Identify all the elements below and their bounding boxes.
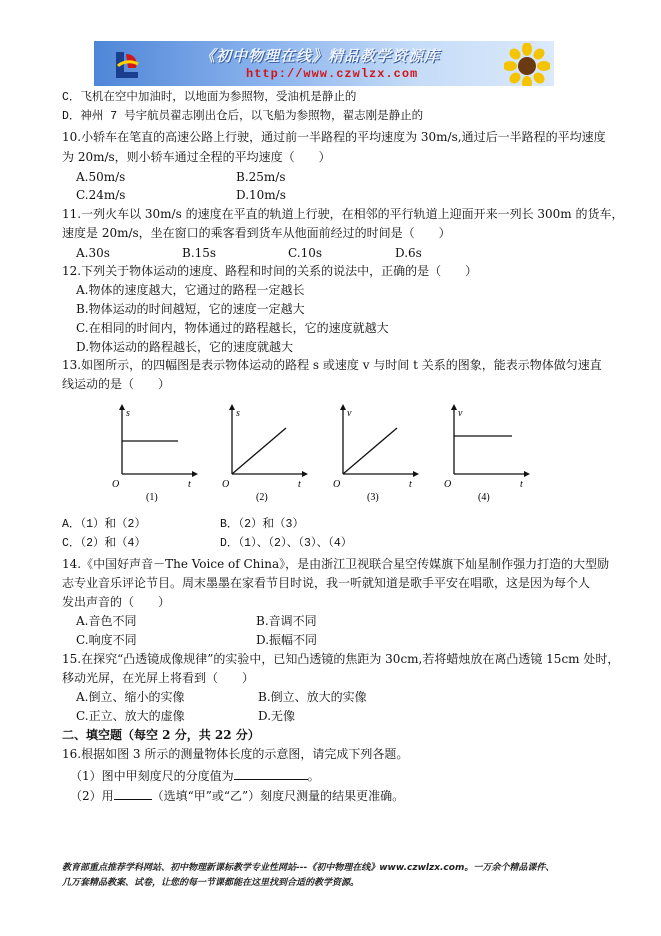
q13-graph-2-svg	[218, 404, 308, 504]
q14-option-c: C.响度不同	[76, 633, 137, 647]
q14-stem-line3: 发出声音的（ ）	[62, 595, 171, 609]
q15-option-b: B.倒立、放大的实像	[258, 690, 367, 704]
graph-caption: (2)	[256, 492, 268, 503]
y-axis-arrow	[451, 404, 457, 410]
logo-icon	[112, 48, 142, 80]
q16-part2	[70, 787, 404, 803]
q16-stem: 16.根据如图 3 所示的测量物体长度的示意图，请完成下列各题。	[62, 747, 409, 761]
q9-option-c: C．飞机在空中加油时，以地面为参照物，受油机是静止的	[62, 91, 357, 104]
q14-option-d: D.振幅不同	[256, 633, 318, 647]
q12-option-a: A.物体的速度越大，它通过的路程一定越长	[76, 283, 305, 297]
q13-stem-line2: 线运动的是（ ）	[62, 377, 171, 391]
y-axis-arrow	[229, 404, 235, 410]
q13-option-c: C．（2）和（4）	[62, 537, 146, 550]
graph-line	[343, 428, 397, 474]
q14-option-a: A.音色不同	[76, 614, 137, 628]
q15-option-c: C.正立、放大的虚像	[76, 709, 185, 723]
q10-option-c: C.24m/s	[76, 188, 126, 202]
q16-part2-answer-blank[interactable]	[114, 787, 152, 800]
origin-label: O	[222, 479, 230, 490]
banner-title: 《初中物理在线》精品教学资源库	[200, 47, 441, 65]
q13-graph-1-svg	[108, 404, 198, 504]
section-heading-fill-in: 二、填空题（每空 2 分，共 22 分）	[62, 728, 260, 742]
q10-option-b: B.25m/s	[236, 170, 286, 184]
origin-label: O	[444, 479, 452, 490]
q13-option-a: A．（1）和（2）	[62, 518, 146, 531]
q14-stem-line1: 14.《中国好声音－The Voice of China》，是由浙江卫视联合星空传媒旗下灿星制作强力打造的大型励	[62, 557, 610, 571]
q13-graph-3	[329, 404, 419, 504]
header-banner	[94, 41, 554, 86]
x-axis-label: t	[409, 479, 412, 490]
q13-graph-1	[108, 404, 198, 504]
q10-stem-line2: 为 20m/s，则小轿车通过全程的平均速度（ ）	[62, 150, 331, 164]
q10-option-a: A.50m/s	[76, 170, 126, 184]
q13-graph-3-svg	[329, 404, 419, 504]
q13-graph-4-svg	[440, 404, 530, 504]
y-axis-label: v	[347, 408, 352, 419]
q16-part1-suffix: 。	[307, 769, 320, 783]
graph-caption: (3)	[367, 492, 379, 503]
banner-url: http://www.czwlzx.com	[246, 67, 419, 81]
x-axis-arrow	[192, 471, 198, 477]
q16-part1-prefix: （1）图中甲刻度尺的分度值为	[70, 769, 234, 783]
y-axis-label: s	[236, 408, 240, 419]
q12-option-d: D.物体运动的路程越长，它的速度就越大	[76, 340, 294, 354]
x-axis-arrow	[524, 471, 530, 477]
q12-option-c: C.在相同的时间内，物体通过的路程越长，它的速度就越大	[76, 321, 389, 335]
q11-stem-line1: 11.一列火车以 30m/s 的速度在平直的轨道上行驶，在相邻的平行轨道上迎面开来一列长 300m 的货车，	[62, 207, 624, 221]
q11-option-c: C.10s	[288, 246, 322, 260]
x-axis-label: t	[188, 479, 191, 490]
q11-option-d: D.6s	[395, 246, 422, 260]
q14-option-b: B.音调不同	[256, 614, 317, 628]
q10-option-d: D.10m/s	[236, 188, 286, 202]
q14-stem-line2: 志专业音乐评论节目。周末墨墨在家看节目时说，我一听就知道是歌手平安在唱歌，这是因为每个人	[62, 576, 591, 590]
q11-stem-line2: 速度是 20m/s，坐在窗口的乘客看到货车从他面前经过的时间是（ ）	[62, 226, 451, 240]
q11-option-b: B.15s	[182, 246, 217, 260]
q10-stem-line1: 10.小轿车在笔直的高速公路上行驶，通过前一半路程的平均速度为 30m/s,通过后一半路程的平均速度	[62, 130, 606, 144]
y-axis-label: v	[458, 408, 463, 419]
x-axis-label: t	[298, 479, 301, 490]
footer-line2: 几万套精品教案、试卷，让您的每一节课都能在这里找到合适的教学资源。	[62, 878, 360, 888]
y-axis-arrow	[340, 404, 346, 410]
q13-stem-line1: 13.如图所示，的四幅图是表示物体运动的路程 s 或速度 v 与时间 t 关系的图象，能表示物体做匀速直	[62, 358, 602, 372]
sunflower-icon	[504, 43, 550, 86]
q12-stem: 12.下列关于物体运动的速度、路程和时间的关系的说法中，正确的是（ ）	[62, 264, 478, 278]
graph-caption: (4)	[478, 492, 490, 503]
y-axis-arrow	[119, 404, 125, 410]
q12-option-b: B.物体运动的时间越短，它的速度一定越大	[76, 302, 305, 316]
q13-option-b: B．（2）和（3）	[220, 518, 304, 531]
q15-option-a: A.倒立、缩小的实像	[76, 690, 185, 704]
q16-part2-suffix: （选填“甲”或“乙”）刻度尺测量的结果更准确。	[151, 789, 405, 803]
q16-part2-prefix: （2）用	[70, 789, 114, 803]
footer-line1: 教育部重点推荐学科网站、初中物理新课标教学专业性网站---《初中物理在线》www.czwlzx.com。一万余个精品课件、	[62, 863, 555, 873]
x-axis-arrow	[413, 471, 419, 477]
q13-option-d: D．（1）、（2）、（3）、（4）	[220, 537, 353, 550]
origin-label: O	[333, 479, 341, 490]
q16-part1-answer-blank[interactable]	[234, 767, 308, 780]
q15-stem-line1: 15.在探究“凸透镜成像规律”的实验中，已知凸透镜的焦距为 30cm,若将蜡烛放在离凸透镜 15cm 处时，	[62, 652, 620, 666]
graph-line	[232, 428, 286, 474]
x-axis-arrow	[302, 471, 308, 477]
q13-graph-4	[440, 404, 530, 504]
graph-caption: (1)	[146, 492, 158, 503]
q15-option-d: D.无像	[258, 709, 296, 723]
q15-stem-line2: 移动光屏，在光屏上将看到（ ）	[62, 671, 255, 685]
x-axis-label: t	[520, 479, 523, 490]
q16-part1	[70, 767, 320, 783]
q9-option-d: D．神州 7 号宇航员翟志刚出仓后，以飞船为参照物，翟志刚是静止的	[62, 110, 424, 123]
q11-option-a: A.30s	[76, 246, 110, 260]
y-axis-label: s	[126, 408, 130, 419]
origin-label: O	[112, 479, 120, 490]
q13-graph-2	[218, 404, 308, 504]
